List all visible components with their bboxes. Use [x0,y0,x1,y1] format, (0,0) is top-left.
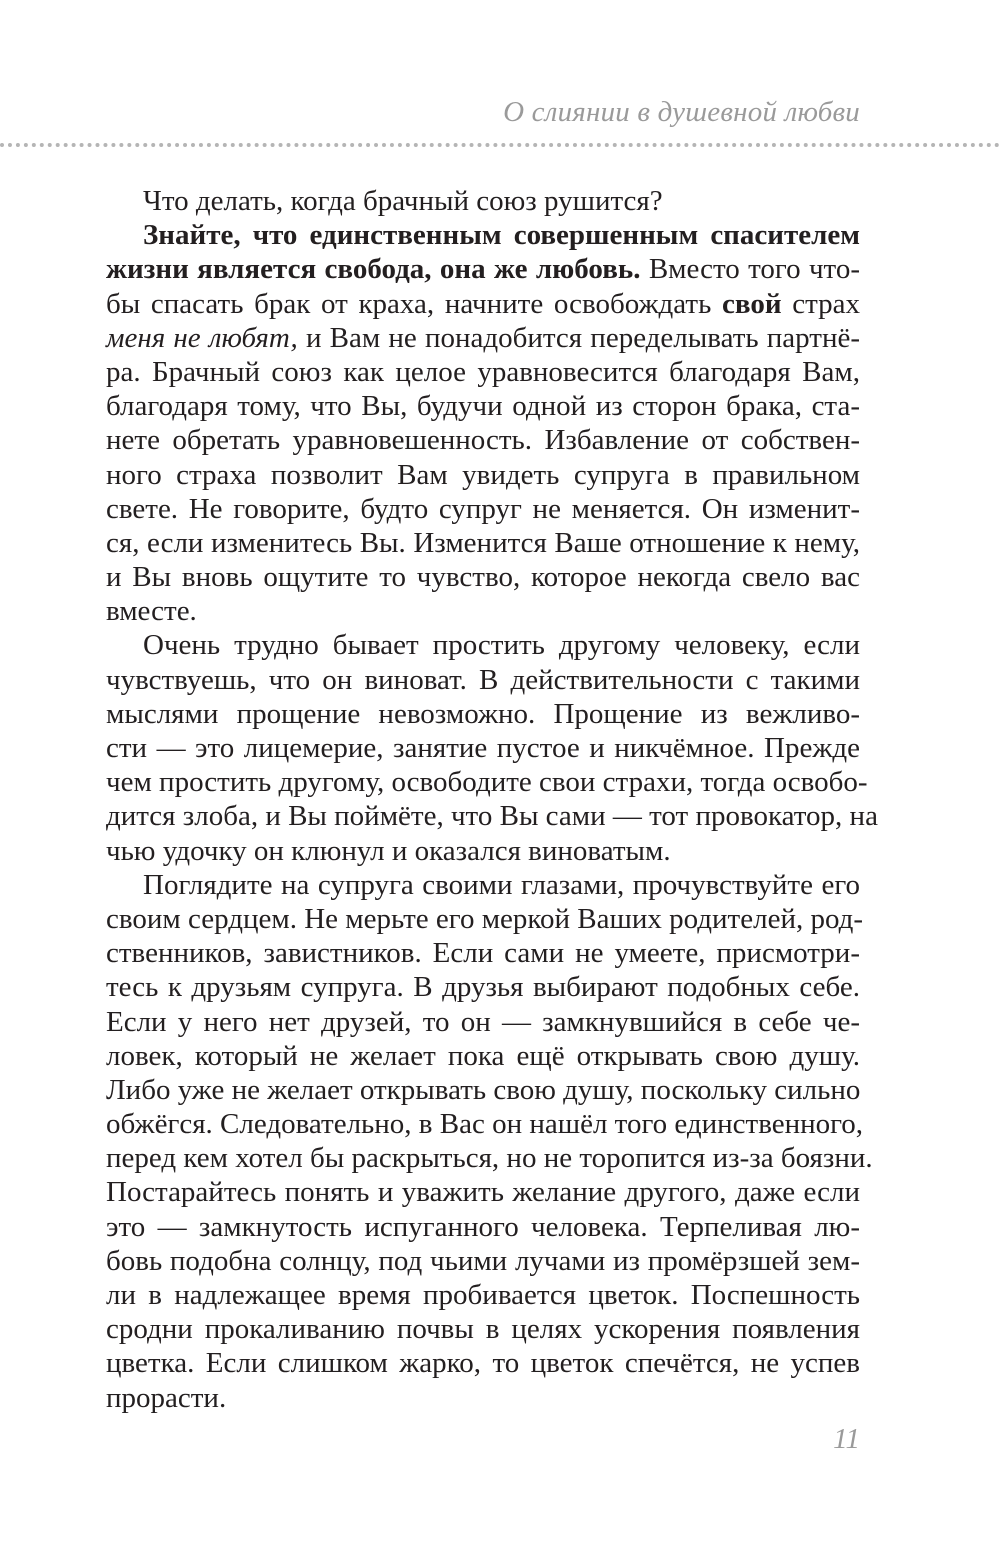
text-line: жизни является свобода, она же любовь. Вместо того что- [106,253,861,286]
text-line: ловек, который не желает пока ещё открывать свою душу. [106,1039,860,1072]
text-line: бы спасать брак от краха, начните освобождать свой страх [106,287,860,320]
text-line: дится злоба, и Вы поймёте, что Вы сами — тот провокатор, на [106,800,878,833]
text-line: цветка. Если слишком жарко, то цветок спечётся, не успев [106,1347,860,1380]
body-text [106,184,878,1415]
text-line: ся, если изменитесь Вы. Изменится Ваше отношение к нему, [106,526,860,559]
text-line: меня не любят, и Вам не понадобится переделывать партнё- [106,321,860,354]
text-line: мыслями прощение невозможно. Прощение из вежливо- [106,697,860,730]
text-line: Очень трудно бывает простить другому человеку, если [143,629,860,662]
italic-phrase: меня не любят, [106,321,298,354]
text-line: чувствуешь, что он виноват. В действительности с такими [106,663,860,696]
text-line: обжёгся. Следовательно, в Вас он нашёл того единственного, [106,1108,864,1141]
text-line: своим сердцем. Не мерьте его меркой Ваших родителей, род- [106,902,864,935]
page-number: 11 [833,1423,860,1455]
header-dotted-rule [0,143,1000,147]
text-line: чью удочку он клюнул и оказался виноватым. [106,834,671,867]
text-line: нете обретать уравновешенность. Избавление от собствен- [106,424,860,457]
text-line: и Вы вновь ощутите то чувство, которое некогда свело вас [106,561,860,594]
running-title: О слиянии в душевной любви [503,96,860,128]
text-line [106,218,860,252]
text-line: Если у него нет друзей, то он — замкнувшийся в себе че- [106,1005,860,1038]
text-line: перед кем хотел бы раскрыться, но не торопится из-за боязни. [106,1142,873,1175]
text-line: сти — это лицемерие, занятие пустое и никчёмное. Прежде [106,732,860,764]
text-line: вместе. [106,595,197,628]
text-line: ного страха позволит Вам увидеть супруга в правильном [106,458,860,491]
text-line: чем простить другому, освободите свои страхи, тогда освобо- [106,766,868,799]
bold-word: свой [722,287,782,320]
text-line: Либо уже не желает открывать свою душу, поскольку сильно [106,1073,861,1106]
text-line: тесь к друзьям супруга. В друзья выбирают подобных себе. [106,971,860,1004]
bold-statement: Знайте, что единственным совершенным спасителем [143,219,860,252]
text-line: прорасти. [106,1381,227,1414]
text-line: Что делать, когда брачный союз рушится? [143,185,663,217]
text-line: благодаря тому, что Вы, будучи одной из сторон брака, ста- [106,390,860,423]
text-line: Постарайтесь понять и уважить желание другого, даже если [106,1176,860,1209]
text-line: ли в надлежащее время пробивается цветок. Поспешность [106,1279,860,1311]
text-line: ственников, завистников. Если сами не умеете, присмотри- [106,937,860,970]
text-line: бовь подобна солнцу, под чьими лучами из промёрзшей зем- [106,1244,860,1277]
bold-statement: жизни является свобода, она же любовь. [106,253,641,286]
text-line: Поглядите на супруга своими глазами, прочувствуйте его [143,868,860,901]
text-line: свете. Не говорите, будто супруг не меняется. Он изменит- [106,492,860,525]
text-line: это — замкнутость испуганного человека. Терпеливая лю- [106,1210,860,1243]
text-line: ра. Брачный союз как целое уравновесится благодаря Вам, [106,355,860,388]
text-line: сродни прокаливанию почвы в целях ускорения появления [106,1313,860,1346]
